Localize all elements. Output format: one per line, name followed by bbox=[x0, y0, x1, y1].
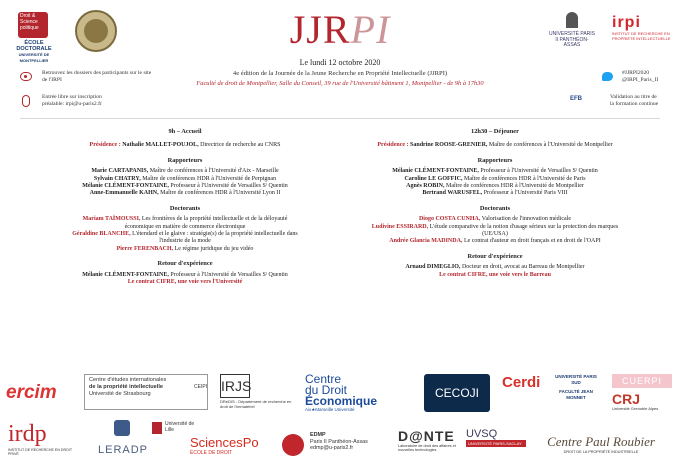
afternoon-presidence bbox=[350, 142, 640, 149]
rapporteur-item bbox=[40, 176, 330, 183]
ceipi-line1: Centre d'études internationales bbox=[89, 377, 167, 383]
irjs-mark: IRJS bbox=[220, 374, 250, 398]
edmp-line1: EDMP bbox=[310, 432, 326, 438]
doctorant-item bbox=[350, 216, 640, 223]
sciencespo-logo bbox=[190, 435, 274, 465]
paris-sud-text: UNIVERSITÉ PARIS SUD bbox=[555, 374, 597, 385]
crj-logo bbox=[612, 392, 672, 416]
cde-line3: Économique bbox=[305, 394, 378, 408]
seal-emblem bbox=[84, 19, 108, 43]
irpi-logo bbox=[612, 14, 672, 41]
retour-role: Professeur à l'Université de Versailles Sᵗ Quentin bbox=[170, 271, 288, 278]
irdp-mark: irdp bbox=[8, 421, 47, 447]
rapporteur-name: Sylvain CHATRY, bbox=[93, 175, 141, 182]
inscription-info bbox=[42, 94, 162, 108]
lille-emblem bbox=[152, 422, 162, 434]
cuerpi-logo: CUERPI bbox=[612, 374, 672, 388]
doctorant-item bbox=[350, 224, 640, 239]
paris2-label: UNIVERSITÉ PARIS II PANTHÉON-ASSAS bbox=[548, 31, 596, 48]
ecole-doctorale-logo bbox=[10, 40, 58, 64]
edmp-line2: Paris II Panthéon-Assas bbox=[310, 438, 368, 445]
header-divider bbox=[20, 118, 660, 119]
rapporteurs-title: Rapporteurs bbox=[477, 156, 513, 164]
ecole-doctorale-text: ÉCOLE DOCTORALE bbox=[16, 40, 52, 52]
rapporteur-role: Maître de conférences HDR à l'Université de Paris bbox=[464, 175, 586, 182]
doctorant-topic: Le régime juridique du jeu vidéo bbox=[174, 245, 254, 252]
rapporteur-name: Caroline LE GOFFIC, bbox=[404, 175, 463, 182]
irdp-logo bbox=[8, 420, 76, 468]
edmp-line3[interactable]: edmp@u-paris2.fr bbox=[310, 445, 354, 452]
rapporteur-role: Professeur à l'Université de Versailles Sᵗ Quentin bbox=[170, 183, 288, 190]
leradp-text: LERADP bbox=[97, 444, 149, 456]
doctorant-name: Ludivine ESSIRARD, bbox=[371, 223, 429, 230]
rapporteur-role: Professeur à l'Université Paris VIII bbox=[483, 190, 568, 197]
paperclip-icon bbox=[22, 95, 30, 107]
uvsq-logo bbox=[466, 428, 526, 458]
morning-time: 9h – Accueil bbox=[168, 128, 202, 135]
sciencespo-sub: ÉCOLE DE DROIT bbox=[190, 450, 233, 456]
cecoji-logo: CECOJI bbox=[424, 374, 490, 412]
validation-line2: la formation continue bbox=[610, 101, 659, 107]
doctorant-name: Géraldine BLANCHE, bbox=[72, 231, 131, 238]
efb-logo: EFB bbox=[570, 96, 582, 102]
pantheon-dome-icon bbox=[566, 12, 578, 28]
doctorant-topic: L'étude comparative de la notion d'usage sérieux sur la protection des marques (UE/USA) bbox=[429, 223, 619, 238]
rapporteur-item bbox=[350, 176, 640, 183]
cde-line4: Aix★Marseille Université bbox=[305, 407, 355, 412]
retour-name: Mélanie CLÉMENT-FONTAINE, bbox=[82, 271, 169, 278]
retour-title: Retour d'expérience bbox=[157, 260, 213, 268]
event-edition: 4e édition de la Journée de la Jeune Recherche en Propriété Intellectuelle (JJRPI) bbox=[232, 70, 448, 77]
rapporteurs-title: Rapporteurs bbox=[167, 156, 203, 164]
roubier-sub: DROIT DE LA PROPRIÉTÉ INDUSTRIELLE bbox=[563, 450, 639, 454]
doctorant-name: Pierre FERENBACH, bbox=[116, 245, 174, 252]
rapporteur-name: Mélanie CLÉMENT-FONTAINE, bbox=[392, 168, 479, 175]
rapporteur-name: Mélanie CLÉMENT-FONTAINE, bbox=[82, 183, 169, 190]
event-venue: Faculté de droit de Montpellier, Salle du Conseil, 39 rue de l'Université bâtiment 1, Montpellier - de 9h à 17h30 bbox=[196, 80, 484, 87]
centre-droit-economique-logo bbox=[305, 374, 415, 414]
morning-presidence bbox=[40, 142, 330, 149]
inscription-line1: Entrée libre sur inscription bbox=[42, 94, 102, 100]
rapporteur-item bbox=[40, 168, 330, 175]
droit-science-politique-logo bbox=[18, 12, 48, 38]
hashtag[interactable]: #JJRPI2020 bbox=[622, 70, 650, 76]
edmp-emblem bbox=[282, 434, 304, 456]
cerdi-logo: Cerdi bbox=[502, 374, 541, 391]
eye-icon bbox=[20, 72, 32, 81]
uvsq-sub: UNIVERSITÉ PARIS-SACLAY bbox=[466, 440, 526, 447]
paris2-logo bbox=[548, 12, 596, 50]
droit-logo-text: Droit & Science politique bbox=[20, 13, 39, 31]
rapporteur-role: Maître de conférences HDR à l'Université de Montpellier bbox=[445, 183, 584, 190]
uvsq-mark: UVSQ bbox=[466, 428, 498, 440]
social-handles bbox=[622, 70, 680, 84]
ceipi-line3: Université de Strasbourg bbox=[89, 391, 151, 397]
retour-name: Arnaud DIMEGLIO, bbox=[405, 264, 461, 271]
presidence-name: Sandrine ROOSE-GRENIER, bbox=[410, 142, 488, 149]
cde-line1: Centre bbox=[305, 374, 342, 386]
title-pi: PI bbox=[350, 7, 391, 52]
ercim-logo: ercim bbox=[6, 382, 57, 403]
retour-title: Retour d'expérience bbox=[467, 252, 523, 260]
rapporteur-role: Maître de conférences HDR à l'Université Lyon II bbox=[160, 190, 281, 197]
edmp-logo bbox=[282, 428, 390, 468]
leradp-logo bbox=[88, 420, 158, 468]
grenoble-text: Université Grenoble Alpes bbox=[612, 406, 659, 411]
doctorant-item bbox=[40, 231, 330, 246]
retour-topic: Le contrat CIFRE, une voie vers le Barreau bbox=[439, 271, 551, 278]
event-title bbox=[285, 6, 395, 53]
doctorant-name: Diogo COSTA CUNHA, bbox=[418, 216, 481, 223]
ceipi-line2: de la propriété intellectuelle bbox=[89, 384, 163, 390]
retour-topic: Le contrat CIFRE, une voie vers l'Université bbox=[127, 279, 243, 286]
event-date: Le lundi 12 octobre 2020 bbox=[299, 58, 381, 67]
irjs-sub: DReDIS - Département de recherche en droit de l'immatériel bbox=[220, 399, 292, 409]
rapporteur-name: Anne-Emmanuelle KAHN, bbox=[89, 190, 159, 197]
crj-mark: CRJ bbox=[612, 392, 641, 407]
rapporteur-item bbox=[350, 190, 640, 197]
doctorants-title: Doctorants bbox=[479, 204, 511, 212]
doctorant-name: Mariam TAÏMOUSSI, bbox=[82, 216, 141, 223]
morning-program bbox=[40, 128, 330, 287]
edmp-text bbox=[310, 432, 390, 452]
retour-speaker bbox=[40, 272, 330, 279]
afternoon-program bbox=[350, 128, 640, 279]
irpi-sub: INSTITUT DE RECHERCHE EN PROPRIÉTÉ INTELLECTUELLE bbox=[612, 31, 671, 41]
presidence-label: Présidence : bbox=[377, 142, 409, 149]
paris-sud-logo bbox=[554, 374, 598, 414]
university-seal-logo bbox=[75, 10, 117, 52]
rapporteur-name: Bertrand WARUSFEL, bbox=[422, 190, 483, 197]
doctorant-topic: Valorisation de l'innovation médicale bbox=[481, 216, 572, 223]
rapporteur-role: Professeur à l'Université de Versailles Sᵗ Quentin bbox=[480, 168, 598, 175]
jean-monnet-text: FACULTÉ JEAN MONNET bbox=[559, 389, 593, 400]
roubier-mark: Centre Paul Roubier bbox=[547, 434, 655, 449]
rapporteur-name: Marie CARTAPANIS, bbox=[91, 168, 149, 175]
doctorant-name: Andrée Glancia MADINDA, bbox=[389, 238, 463, 245]
afternoon-time: 12h30 – Déjeuner bbox=[471, 128, 519, 135]
irpi-mark: irpi bbox=[612, 14, 641, 31]
rapporteur-name: Agnès ROBIN, bbox=[406, 183, 445, 190]
leradp-emblem bbox=[114, 420, 130, 436]
ecole-doctorale-sub: UNIVERSITÉ DE MONTPELLIER bbox=[18, 52, 50, 63]
irjs-logo bbox=[220, 374, 296, 412]
doctorants-title: Doctorants bbox=[169, 204, 201, 212]
rapporteur-item bbox=[350, 168, 640, 175]
retour-speaker bbox=[350, 264, 640, 271]
dante-logo bbox=[398, 428, 468, 468]
rapporteur-role: Maître de conférences HDR à l'Université de Perpignan bbox=[142, 175, 277, 182]
twitter-handle[interactable]: @IRPI_Paris_II bbox=[622, 77, 659, 83]
validation-info bbox=[610, 94, 680, 108]
presidence-role: Directrice de recherche au CNRS bbox=[200, 142, 281, 149]
sciencespo-text: SciencesPo bbox=[190, 435, 259, 450]
rapporteur-role: Maître de conférences à l'Université d'Aix - Marseille bbox=[149, 168, 279, 175]
retour-role: Docteur en droit, avocat au Barreau de Montpellier bbox=[461, 264, 585, 271]
dante-mark: D@NTE bbox=[398, 428, 455, 444]
cde-line2: du Droit bbox=[305, 383, 348, 397]
validation-line1: Validation au titre de bbox=[610, 94, 657, 100]
dante-sub: Laboratoire de droit des affaires et nouvelles technologies bbox=[398, 444, 456, 453]
centre-paul-roubier-logo bbox=[530, 434, 672, 464]
inscription-line2[interactable]: préalable: irpi@u-paris2.fr bbox=[42, 101, 102, 107]
rapporteur-item bbox=[40, 190, 330, 197]
presidence-label: Présidence : bbox=[89, 142, 121, 149]
irdp-sub: INSTITUT DE RECHERCHE EN DROIT PRIVÉ bbox=[8, 448, 72, 456]
doctorant-topic: Le contrat d'auteur en droit français et en droit de l'OAPI bbox=[463, 238, 601, 245]
doctorant-topic: L'étendard et le glaive : stratégie(s) de la propriété intellectuelle dans l'industrie de la mode bbox=[132, 231, 298, 245]
ceipi-tag: CEIPI bbox=[194, 384, 208, 390]
doctorant-item bbox=[350, 238, 640, 245]
lille-text: Université de Lille bbox=[165, 421, 195, 433]
dossiers-info: Retrouvez les dossiers des participants sur le site de l'IRPI bbox=[42, 70, 152, 83]
presidence-role: Maître de conférences à l'Université de Montpellier bbox=[488, 142, 613, 149]
ceipi-logo bbox=[84, 374, 208, 410]
twitter-icon[interactable] bbox=[602, 72, 613, 81]
doctorant-topic: Les frontières de la propriété intellectuelle et de la déloyauté économique en matière de commerce électronique bbox=[124, 216, 288, 230]
doctorant-item bbox=[40, 246, 330, 253]
doctorant-item bbox=[40, 216, 330, 231]
presidence-name: Nathalie MALLET-POUJOL, bbox=[122, 142, 199, 149]
title-main: JJR bbox=[289, 7, 351, 52]
